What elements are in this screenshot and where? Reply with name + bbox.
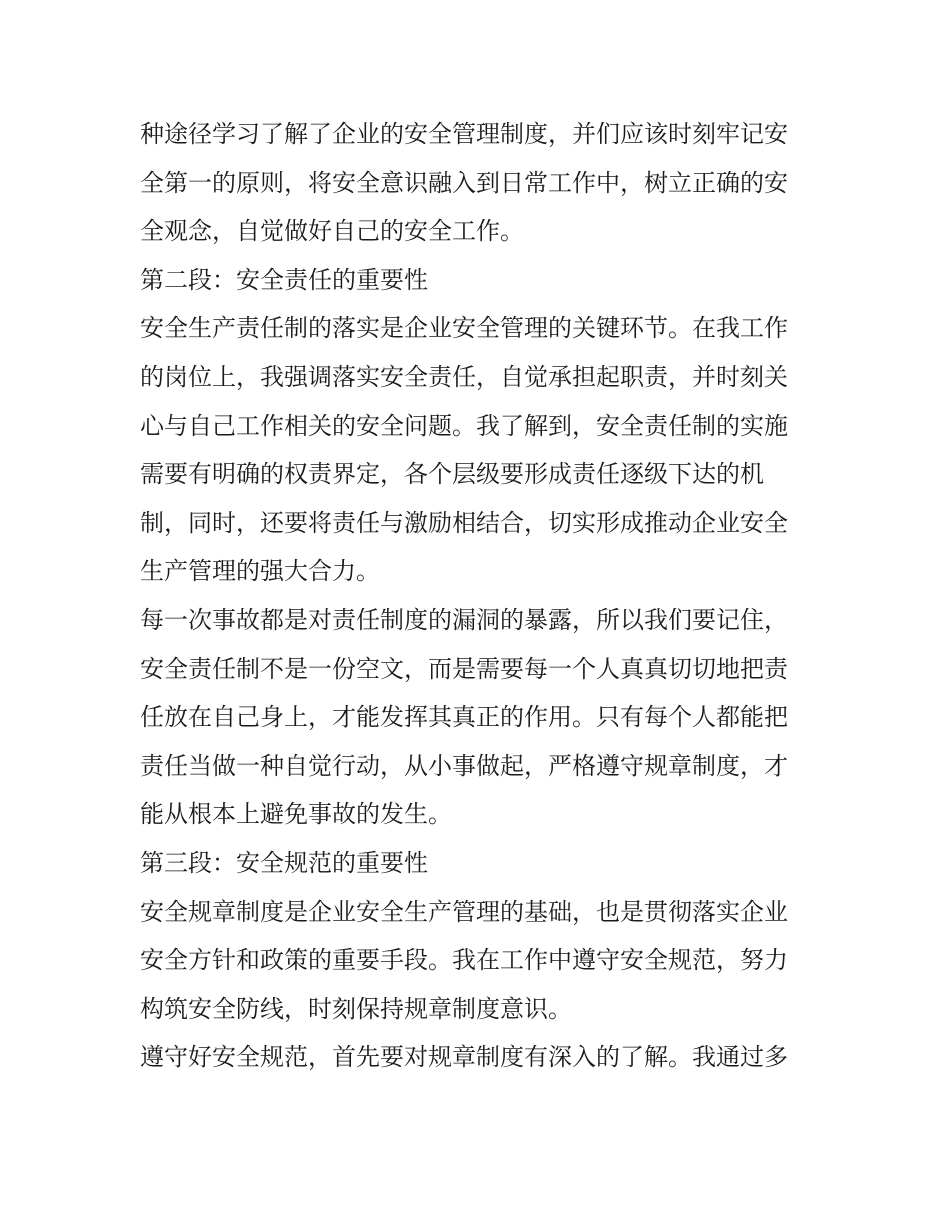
text-line: 任放在自己身上，才能发挥其真正的作用。只有每个人都能把 [140,703,788,732]
document-body [140,110,812,1082]
text-line: 责任当做一种自觉行动，从小事做起，严格遵守规章制度，才 [140,751,788,780]
paragraph-responsibility [140,304,812,596]
text-line: 全观念，自觉做好自己的安全工作。 [140,217,524,246]
text-line: 心与自己工作相关的安全问题。我了解到，安全责任制的实施 [140,411,788,440]
text-line: 生产管理的强大合力。 [140,557,380,586]
section-heading-2 [140,256,812,305]
paragraph-compliance [140,1033,812,1082]
paragraph-continuation [140,110,812,256]
text-line: 安全规章制度是企业安全生产管理的基础，也是贯彻落实企业 [140,897,788,926]
heading-text: 第三段：安全规范的重要性 [140,848,428,877]
text-line: 的岗位上，我强调落实安全责任，自觉承担起职责，并时刻关 [140,362,788,391]
heading-text: 第二段：安全责任的重要性 [140,265,428,294]
text-line: 制，同时，还要将责任与激励相结合，切实形成推动企业安全 [140,508,788,537]
text-line: 安全生产责任制的落实是企业安全管理的关键环节。在我工作 [140,314,788,343]
text-line: 安全方针和政策的重要手段。我在工作中遵守安全规范，努力 [140,946,788,975]
text-line: 安全责任制不是一份空文，而是需要每一个人真真切切地把责 [140,654,788,683]
text-line: 每一次事故都是对责任制度的漏洞的暴露，所以我们要记住， [140,605,788,634]
text-line: 遵守好安全规范，首先要对规章制度有深入的了解。我通过多 [140,1043,788,1072]
section-heading-3 [140,839,812,888]
paragraph-regulations [140,888,812,1034]
text-line: 全第一的原则，将安全意识融入到日常工作中，树立正确的安 [140,168,788,197]
text-line: 种途径学习了解了企业的安全管理制度，并们应该时刻牢记安 [140,120,788,148]
text-line: 构筑安全防线，时刻保持规章制度意识。 [140,994,572,1023]
text-line: 能从根本上避免事故的发生。 [140,800,452,829]
paragraph-accidents [140,596,812,839]
text-line: 需要有明确的权责界定，各个层级要形成责任逐级下达的机 [140,460,764,489]
